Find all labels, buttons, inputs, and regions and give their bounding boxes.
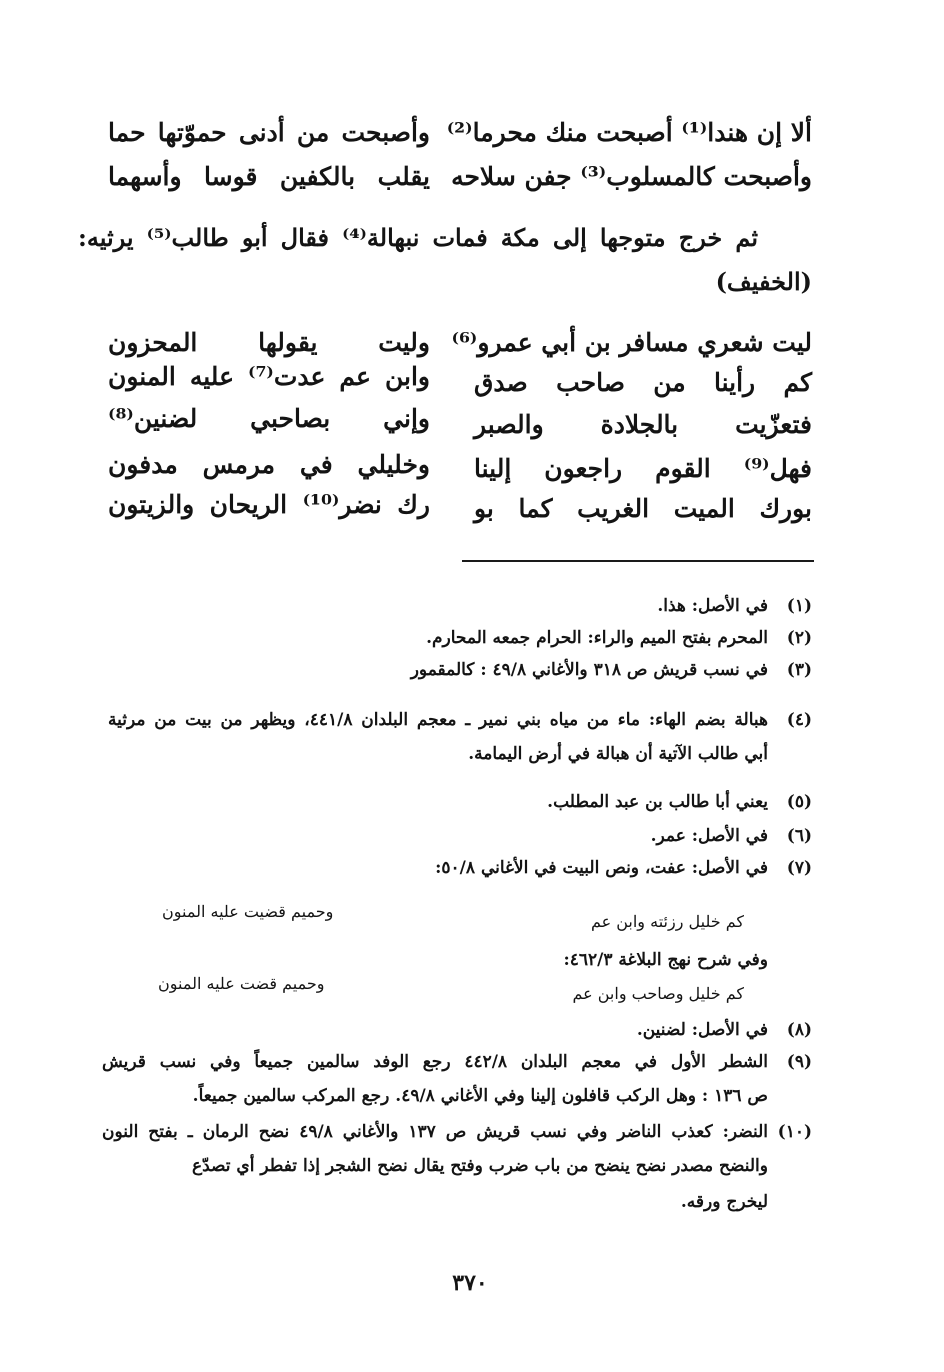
poem2-line5-left: رك نضر⁽¹⁰⁾ الريحان والزيتون: [108, 490, 430, 519]
poem2-line1-left: وليت يقولها المحزون: [108, 328, 430, 357]
footnote-separator: [462, 560, 814, 562]
footnote-2-text: المحرم بفتح الميم والراء: الحرام جمعه المحارم.: [426, 628, 768, 648]
footnote-1-number: (١): [786, 596, 812, 616]
poem2-line2-left: وابن عم عدت⁽⁷⁾ عليه المنون: [108, 362, 430, 391]
poem2-line4-left: وخليلي في مرمس مدفون: [108, 450, 430, 479]
poem2-line3-right: فتعزّيت بالجلادة والصبر: [474, 410, 812, 439]
poem1-line2-right: وأصبحت كالمسلوب⁽³⁾ جفن سلاحه: [451, 162, 812, 191]
footnote-6-number: (٦): [786, 826, 812, 846]
quoted-verse-2-right: كم خليل وصاحب وابن عم: [572, 984, 744, 1003]
footnote-5-number: (٥): [786, 792, 812, 812]
footnote-10-line2: والنضح مصدر نضح ينضح من باب ضرب وفتح يقال نضح الشجر إذا تفطر أي تصدّع: [191, 1156, 768, 1176]
footnote-3-number: (٣): [786, 660, 812, 680]
poem1-line2-left: يقلب بالكفين قوسا وأسهما: [108, 162, 430, 191]
footnote-5-text: يعني أبا طالب بن عبد المطلب.: [547, 792, 768, 812]
poem2-line5-right: بورك الميت الغريب كما بو: [474, 494, 812, 523]
footnote-9-line2: ص ١٣٦ : وهل الركب قافلون إلينا وفي الأغاني ٤٩/٨. رجع المركب سالمين جميعاً.: [192, 1086, 768, 1106]
footnote-9-number: (٩): [786, 1052, 812, 1072]
footnote-8-number: (٨): [786, 1020, 812, 1040]
footnote-7-number: (٧): [786, 858, 812, 878]
footnote-1-text: في الأصل: هذا.: [657, 596, 768, 616]
footnote-4-number: (٤): [786, 710, 812, 730]
footnote-4-line2: أبي طالب الآتية أن هبالة في أرض اليمامة.: [468, 744, 768, 764]
poem1-line1-right: ألا إن هندا⁽¹⁾ أصبحت منك محرما⁽²⁾: [446, 118, 812, 147]
footnote-10-line1: النضر: كعذب الناضر وفي نسب قريش ص ١٣٧ والأغاني ٤٩/٨ نضح الرمان ـ بفتح النون: [102, 1122, 768, 1142]
page-number: ٣٧٠: [452, 1270, 488, 1296]
footnote-9-line1: الشطر الأول في معجم البلدان ٤٤٢/٨ رجع الوفد سالمين جميعاً وفي نسب قريش: [102, 1052, 768, 1072]
quoted-verse-1-left: وحميم قضيت عليه المنون: [162, 902, 334, 921]
footnote-3-text: في نسب قريش ص ٣١٨ والأغاني ٤٩/٨ : كالمقمور: [410, 660, 768, 680]
poem2-line1-right: ليت شعري مسافر بن أبي عمرو⁽⁶⁾: [451, 328, 812, 357]
quoted-verse-2-left: وحميم قضت عليه المنون: [158, 974, 325, 993]
footnote-2-number: (٢): [786, 628, 812, 648]
poem2-line3-left: وإني بصاحبي لضنين⁽⁸⁾: [108, 404, 430, 433]
footnote-6-text: في الأصل: عمر.: [650, 826, 768, 846]
poem2-line4-right: فهل⁽⁹⁾ القوم راجعون إلينا: [474, 454, 812, 483]
footnote-4-line1: هبالة بضم الهاء: ماء من مياه بني نمير ـ معجم البلدان ٤٤١/٨، ويظهر من بيت من مرثية: [108, 710, 768, 730]
footnote-7-text: في الأصل: عفت، ونص البيت في الأغاني ٥٠/٨:: [435, 858, 768, 878]
sharh-reference: وفي شرح نهج البلاغة ٤٦٢/٣:: [563, 950, 768, 970]
poem2-line2-right: كم رأينا من صاحب صدق: [474, 368, 812, 397]
prose-line1: ثم خرج متوجها إلى مكة فمات نبهالة⁽⁴⁾ فقال أبو طالب⁽⁵⁾ يرثيه:: [78, 223, 758, 252]
poem1-line1-left: وأصبحت من أدنى حموّتها حما: [108, 118, 430, 147]
footnote-8-text: في الأصل: لضنين.: [636, 1020, 768, 1040]
footnote-10-line3: ليخرج ورقه.: [680, 1192, 768, 1212]
meter-label: (الخفيف): [715, 267, 812, 296]
quoted-verse-1-right: كم خليل رزئته وابن عم: [590, 912, 744, 931]
footnote-10-number: (١٠): [777, 1122, 812, 1142]
